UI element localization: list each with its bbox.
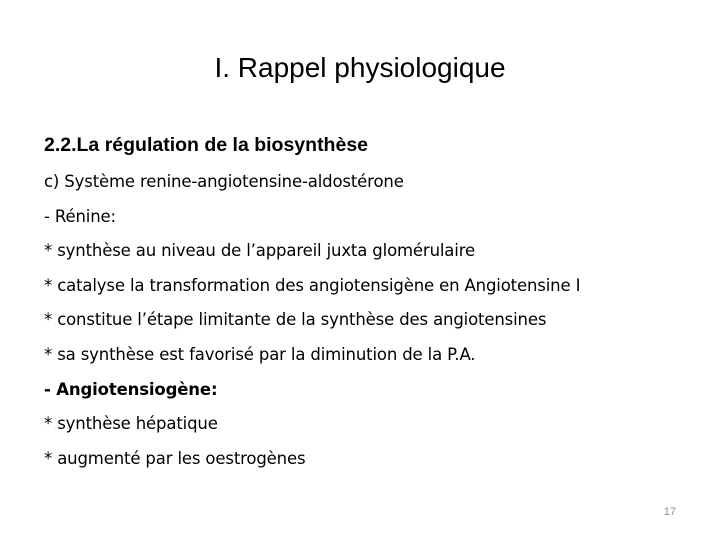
body-line: * augmenté par les oestrogènes	[44, 448, 306, 468]
body-text	[44, 168, 580, 479]
body-line: - Rénine:	[44, 206, 116, 226]
body-line: * catalyse la transformation des angiotensigène en Angiotensine I	[44, 275, 581, 295]
body-line: * sa synthèse est favorisé par la diminution de la P.A.	[44, 344, 476, 364]
body-line: c) Système renine-angiotensine-aldostérone	[44, 172, 404, 191]
section-subtitle: 2.2.La régulation de la biosynthèse	[44, 134, 369, 156]
page-number: 17	[663, 506, 676, 518]
body-line: * synthèse au niveau de l’appareil juxta glomérulaire	[44, 241, 475, 261]
body-line: - Angiotensiogène:	[44, 379, 218, 399]
body-line: * constitue l’étape limitante de la synthèse des angiotensines	[44, 310, 547, 330]
slide-title: I. Rappel physiologique	[214, 52, 506, 83]
body-line: * synthèse hépatique	[44, 414, 218, 434]
